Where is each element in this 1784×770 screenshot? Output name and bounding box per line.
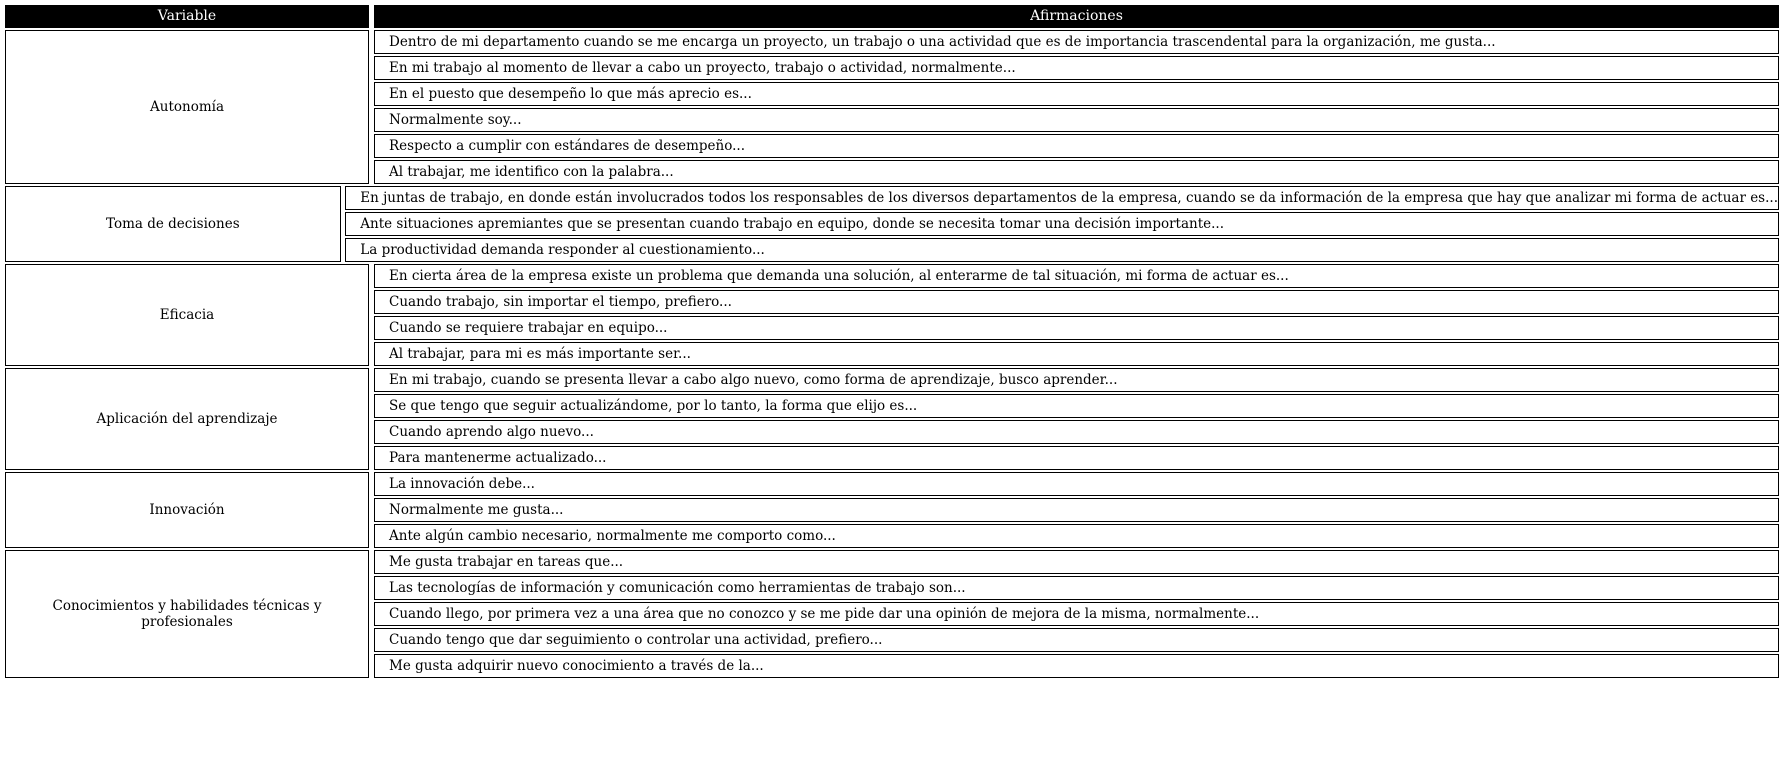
variable-group bbox=[5, 472, 1779, 548]
statement-cell: Me gusta trabajar en tareas que... bbox=[374, 550, 1779, 574]
statement-cell: En mi trabajo, cuando se presenta llevar a cabo algo nuevo, como forma de aprendizaje, busco aprender... bbox=[374, 368, 1779, 392]
statement-cell: Cuando tengo que dar seguimiento o controlar una actividad, prefiero... bbox=[374, 628, 1779, 652]
statements-column bbox=[374, 30, 1779, 184]
statement-cell: Cuando aprendo algo nuevo... bbox=[374, 420, 1779, 444]
variable-cell: Eficacia bbox=[5, 264, 369, 366]
statement-cell: En el puesto que desempeño lo que más aprecio es... bbox=[374, 82, 1779, 106]
variable-cell: Autonomía bbox=[5, 30, 369, 184]
statement-cell: En cierta área de la empresa existe un problema que demanda una solución, al enterarme de tal situación, mi forma de actuar es... bbox=[374, 264, 1779, 288]
statement-cell: Ante situaciones apremiantes que se presentan cuando trabajo en equipo, donde se necesita tomar una decisión importante... bbox=[345, 212, 1779, 236]
variable-group bbox=[5, 550, 1779, 678]
statement-cell: Cuando trabajo, sin importar el tiempo, prefiero... bbox=[374, 290, 1779, 314]
variable-group bbox=[5, 264, 1779, 366]
statements-column bbox=[374, 550, 1779, 678]
statement-cell: Dentro de mi departamento cuando se me encarga un proyecto, un trabajo o una actividad que es de importancia trascendental para la organización, me gusta... bbox=[374, 30, 1779, 54]
statement-cell: Cuando se requiere trabajar en equipo... bbox=[374, 316, 1779, 340]
statement-cell: Al trabajar, me identifico con la palabra... bbox=[374, 160, 1779, 184]
variable-group bbox=[5, 186, 1779, 262]
statement-cell: Las tecnologías de información y comunicación como herramientas de trabajo son... bbox=[374, 576, 1779, 600]
statement-cell: En mi trabajo al momento de llevar a cabo un proyecto, trabajo o actividad, normalmente... bbox=[374, 56, 1779, 80]
statement-cell: Para mantenerme actualizado... bbox=[374, 446, 1779, 470]
table-header-row bbox=[5, 5, 1779, 28]
statement-cell: Ante algún cambio necesario, normalmente me comporto como... bbox=[374, 524, 1779, 548]
statements-column bbox=[374, 472, 1779, 548]
variable-group bbox=[5, 30, 1779, 184]
table-body bbox=[5, 30, 1779, 678]
variable-group bbox=[5, 368, 1779, 470]
statement-cell: La innovación debe... bbox=[374, 472, 1779, 496]
statement-cell: Cuando llego, por primera vez a una área que no conozco y se me pide dar una opinión de mejora de la misma, normalmente... bbox=[374, 602, 1779, 626]
header-variable: Variable bbox=[5, 5, 369, 28]
statements-column bbox=[345, 186, 1779, 262]
statement-cell: Al trabajar, para mi es más importante ser... bbox=[374, 342, 1779, 366]
statement-cell: Me gusta adquirir nuevo conocimiento a través de la... bbox=[374, 654, 1779, 678]
variable-cell: Conocimientos y habilidades técnicas y profesionales bbox=[5, 550, 369, 678]
statements-column bbox=[374, 264, 1779, 366]
statements-column bbox=[374, 368, 1779, 470]
variables-table bbox=[5, 5, 1779, 678]
statement-cell: Normalmente me gusta... bbox=[374, 498, 1779, 522]
statement-cell: Normalmente soy... bbox=[374, 108, 1779, 132]
header-statements: Afirmaciones bbox=[374, 5, 1779, 28]
variable-cell: Aplicación del aprendizaje bbox=[5, 368, 369, 470]
statement-cell: Se que tengo que seguir actualizándome, por lo tanto, la forma que elijo es... bbox=[374, 394, 1779, 418]
statement-cell: Respecto a cumplir con estándares de desempeño... bbox=[374, 134, 1779, 158]
variable-cell: Toma de decisiones bbox=[5, 186, 341, 262]
variable-cell: Innovación bbox=[5, 472, 369, 548]
statement-cell: La productividad demanda responder al cuestionamiento... bbox=[345, 238, 1779, 262]
statement-cell: En juntas de trabajo, en donde están involucrados todos los responsables de los diversos departamentos de la empresa, cuando se da información de la empresa que hay que analizar mi forma de actuar es... bbox=[345, 186, 1779, 210]
